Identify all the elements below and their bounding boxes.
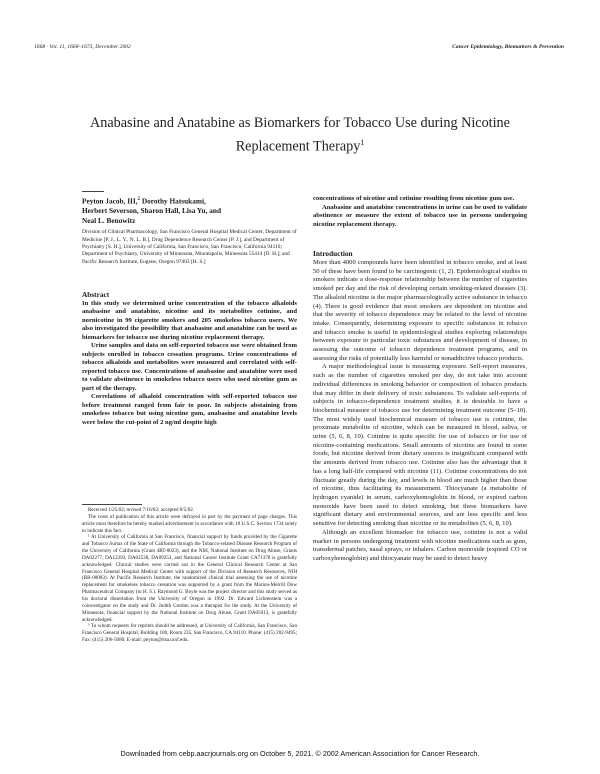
abstract-continuation-1: concentrations of nicotine and cotinine resulting from nicotine gum use. (313, 195, 515, 202)
abstract-continuation-2: Anabasine and anatabine concentrations in urine can be used to validate abstinence or measure the extent of tobacco use in persons undergoing nicotine replacement therapy. (313, 203, 527, 228)
title-footnote-marker: 1 (360, 138, 365, 147)
footnote-2: ² To whom requests for reprints should be addressed, at University of California, San Francisco, San Francisco General Hospital, Building 100, Room 235, San Francisco, CA 94110. Phone: (415) 282-9495; Fax: (415) 206-5080; E-mail: peyton@itsa.ucsf.edu. (82, 623, 297, 644)
abstract-paragraph-2: Urine samples and data on self-reported tobacco use were obtained from subjects enrolled in tobacco cessation programs. Urine concentrations of tobacco alkaloids and metabolites were measured and correlated with self-reported tobacco use. Concentrations of anabasine and anatabine were used to validate abstinence in smokeless tobacco users who used nicotine gum as part of the therapy. (82, 342, 297, 392)
footnote-received: Received 1/25/02; revised 7/16/02; accepted 8/5/02. (88, 507, 195, 513)
right-column (313, 195, 527, 564)
affiliation: Division of Clinical Pharmacology, San Francisco General Hospital Medical Center, Department of Medicine [P. J., L. Y., N. L. B.], Drug Dependence Research Center [P. J.], and Department of Psychiatry [S. H.], University of California, San Francisco, San Francisco, California 94110; Department of Psychiatry, University of Minnesota, Minneapolis, Minnesota 55414 [D. H.]; and Pacific Research Institute, Eugene, Oregon 97403 [H. S.] (82, 229, 297, 265)
introduction-paragraph-2: A major methodological issue is measuring exposure. Self-report measures, such as the number of cigarettes smoked per day, do not take into account individual differences in smoking behavior or composition of tobacco products that may differ in their delivery of toxic substances. To validate self-reports of subjects in tobacco-dependence treatment studies, it is desirable to have a biochemical measure of tobacco use for determining treatment outcome (5–10). The most widely used biochemical measure of tobacco use is cotinine, the proximate metabolite of nicotine, which can be measured in blood, saliva, or urine (5, 6, 8, 10). Cotinine is quite specific for use of tobacco or for use of nicotine-containing medications. Small amounts of nicotine are found in some foods, but nicotine derived from dietary sources is insignificant compared with the amounts derived from tobacco use. Cotinine also has the advantage that it has a long half-life compared with nicotine (11). Cotinine concentrations do not fluctuate greatly during the day, and levels in blood are much higher than those of nicotine, thus facilitating its measurement. Thiocyanate (a metabolite of hydrogen cyanide) in serum, carboxyhemoglobin in blood, or expired carbon monoxide have been used to detect smoking, but these biomarkers have significant dietary and environmental sources, and are less specific and less sensitive for detecting smoking than nicotine or its metabolites (5, 6, 8, 10). (313, 363, 527, 528)
introduction-paragraph-3: Although an excellent biomarker for tobacco use, cotinine is not a valid marker in persons undergoing treatment with nicotine medications such as gum, transdermal patches, nasal sprays, or inhalers. Carbon monoxide (expired CO or carboxyhemoglobin) and thiocyanate may be used to detect heavy (313, 528, 527, 562)
abstract-paragraph-1: In this study we determined urine concentration of the tobacco alkaloids anabasine and anatabine, nicotine and its metabolites cotinine, and nornicotine in 99 cigarette smokers and 205 smokeless tobacco users. We also investigated the possibility that anabasine and anatabine can be used as biomarkers for tobacco use during nicotine replacement therapy. (82, 299, 297, 341)
footnote-costs: The costs of publication of this article were defrayed in part by the payment of page charges. This article must therefore be hereby marked advertisement in accordance with 18 U.S.C. Section 1734 solely to indicate this fact. (82, 513, 297, 534)
abstract-paragraph-3: Correlations of alkaloid concentration with self-reported tobacco use before treatment ranged from fair to poor. In subjects abstaining from smokeless tobacco but using nicotine gum, anabasine and anatabine levels were below the cut-point of 2 ng/ml despite high (82, 393, 297, 426)
article-title (60, 114, 540, 157)
abstract-heading: Abstract (82, 289, 110, 299)
header-journal-name: Cancer Epidemiology, Biomarkers & Prevention (452, 44, 564, 50)
running-header (34, 44, 564, 56)
article-title-text: Anabasine and Anatabine as Biomarkers for Tobacco Use during Nicotine Replacement Therapy (90, 115, 510, 155)
footnote-rule (82, 504, 142, 505)
footnote-1: ¹ At University of California at San Francisco, financial support by funds provided by the Cigarette and Tobacco Surtax of the State of California through the Tobacco-related Disease Research Program of the University of California (Grant 4RT-0023), and the NIH, National Institute on Drug Abuse, Grants DA02277, DA12393, DA02538, DA09253, and National Cancer Institute Grant CA71378 is gratefully acknowledged. Clinical studies were carried out in the General Clinical Research Center at San Francisco General Hospital Medical Center with support of the Division of Research Resources, NIH (RR-00083). At Pacific Research Institute, the randomized clinical trial assessing the use of nicotine replacement for smokeless tobacco cessation was supported by a grant from the Marion-Merrill Dow Pharmaceutical Company (to H. S.). Raymond G. Boyle was the project director and this study served as his doctoral dissertation from the University of Oregon in 1992. Dr. Edward Lichtenstein was a coinvestigator on the study and Dr. Judith Gordon was a therapist for the study. At the University of Minnesota, financial support by the National Institute on Drug Abuse, Grant DA05013, is gratefully acknowledged. (82, 534, 297, 623)
left-column (82, 195, 297, 427)
author-line-3: Neal L. Benowitz (82, 216, 136, 226)
author-line-1: Peyton Jacob, III, (82, 196, 138, 206)
footnotes (82, 507, 297, 644)
download-footer: Downloaded from cebp.aacrjournals.org on October 5, 2021. © 2002 American Association for Cancer Research. (120, 749, 480, 758)
introduction-heading: Introduction (313, 249, 353, 258)
author-footnote-marker: 2 (137, 197, 141, 202)
author-line-1b: Dorothy Hatsukami, (140, 196, 206, 206)
author-line-2: Herbert Severson, Sharon Hall, Lisa Yu, and (82, 206, 221, 216)
authors (82, 195, 297, 226)
introduction-paragraph-1: More than 4000 compounds have been identified in tobacco smoke, and at least 50 of these have been found to be carcinogenic (1, 2). Epidemiological studies in smokers indicate a dose-response relationship between the number of cigarettes smoked per day and the risk of developing certain smoking-related diseases (3). The alkaloid nicotine is the major pharmacologically active substance in tobacco (4). There is good evidence that most smokers are dependent on nicotine and that the severity of tobacco dependence may be related to the level of nicotine intake. Consequently, determining exposure to specific substances in tobacco and tobacco smoke is useful in epidemiological studies exploring relationships between exposure to particular toxic substances and development of disease, in assessing the outcome of tobacco dependence treatment programs, and in assessing the risks of potentially less harmful or nonaddictive tobacco products. (313, 259, 527, 362)
author-rule (82, 191, 104, 192)
header-volume-info: 1668 · Vol. 11, 1668–1673, December 2002 (34, 44, 131, 50)
